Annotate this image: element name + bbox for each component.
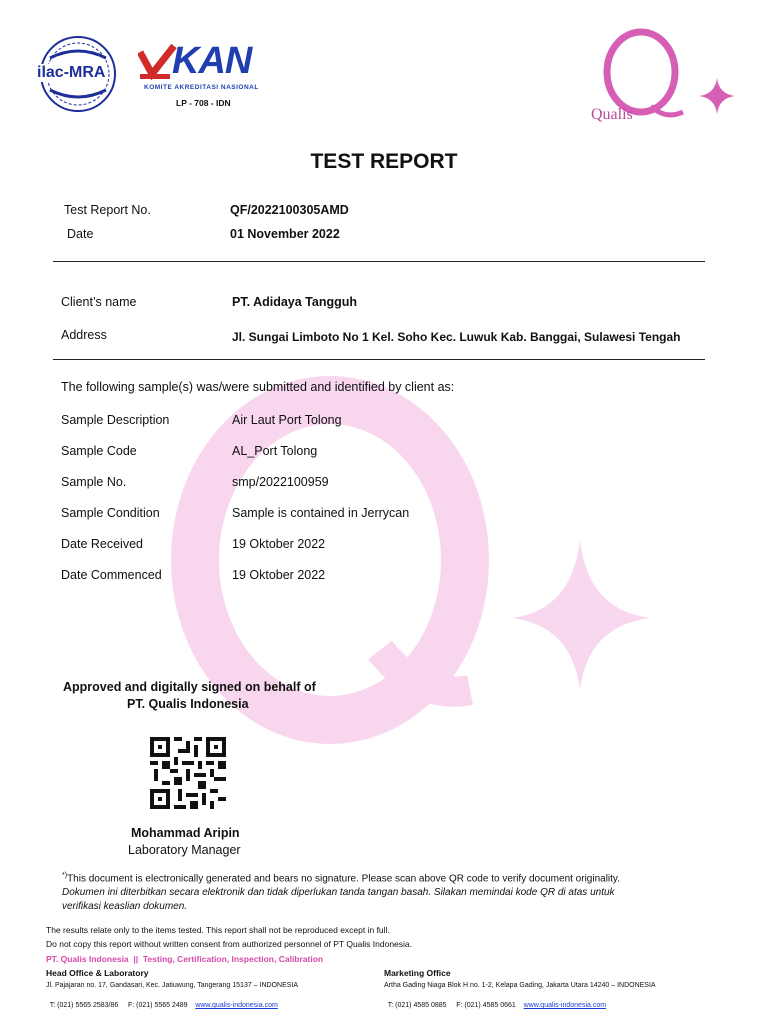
client-address-label: Address <box>61 328 107 342</box>
note-indonesian-2: verifikasi keaslian dokumen. <box>62 901 188 912</box>
marketing-office-website-link[interactable]: www.qualis-indonesia.com <box>523 1002 607 1009</box>
page-title: TEST REPORT <box>310 150 458 173</box>
head-office-title: Head Office & Laboratory <box>46 968 149 978</box>
samples-intro: The following sample(s) was/were submitted and identified by client as: <box>61 380 455 394</box>
marketing-office-address: Artha Gading Niaga Blok H no. 1-2, Kelapa Gading, Jakarta Utara 14240 – INDONESIA <box>384 982 656 989</box>
sample-row-value: Sample is contained in Jerrycan <box>232 506 410 520</box>
sample-row-label: Date Commenced <box>61 568 162 582</box>
head-office-contact <box>46 995 278 1009</box>
marketing-office-phone: T: (021) 4585 0885 F: (021) 4585 0661 <box>387 1002 516 1009</box>
client-name-value: PT. Adidaya Tangguh <box>232 295 358 309</box>
report-date-label: Date <box>67 227 94 241</box>
client-address-value: Jl. Sungai Limboto No 1 Kel. Soho Kec. Luwuk Kab. Banggai, Sulawesi Tengah <box>232 330 681 344</box>
kan-logo <box>138 40 278 110</box>
report-number-label: Test Report No. <box>64 203 151 217</box>
note-marker: *) <box>62 872 68 879</box>
head-office-address: Jl. Pajajaran no. 17, Gandasari, Kec. Jatiuwung, Tangerang 15137 – INDONESIA <box>46 982 299 989</box>
approval-line-2: PT. Qualis Indonesia <box>127 697 249 711</box>
kan-subtitle: KOMITE AKREDITASI NASIONAL <box>144 84 259 91</box>
report-number-value: QF/2022100305AMD <box>230 203 349 217</box>
footer-tagline: PT. Qualis Indonesia || Testing, Certification, Inspection, Calibration <box>46 954 324 964</box>
lp-code: LP - 708 - IDN <box>176 98 231 108</box>
ilac-text: ilac-MRA <box>37 64 106 81</box>
marketing-office-title: Marketing Office <box>384 968 451 978</box>
qualis-brand: Qualis <box>591 106 633 123</box>
sample-row-label: Sample Condition <box>61 506 160 520</box>
sample-row-label: Sample Code <box>61 444 137 458</box>
sample-row-value: AL_Port Tolong <box>232 444 318 458</box>
qualis-logo <box>585 20 745 130</box>
sample-row-label: Sample No. <box>61 475 127 489</box>
head-office-phone: T: (021) 5565 2583/86 F: (021) 5565 2489 <box>49 1002 188 1009</box>
sample-row-value: smp/2022100959 <box>232 475 329 489</box>
signer-title: Laboratory Manager <box>128 843 241 857</box>
kan-text: KAN <box>172 40 252 82</box>
ilac-mra-logo <box>30 34 125 114</box>
footer-disclaimer-1: The results relate only to the items tested. This report shall not be reproduced except in full. <box>46 925 390 935</box>
qr-code[interactable] <box>150 737 226 809</box>
sample-row-label: Date Received <box>61 537 143 551</box>
sample-row-value: Air Laut Port Tolong <box>232 413 342 427</box>
approval-line-1: Approved and digitally signed on behalf of <box>63 680 316 694</box>
marketing-office-contact <box>384 995 606 1009</box>
note-english-line <box>62 872 620 884</box>
sample-row-label: Sample Description <box>61 413 170 427</box>
client-name-label: Client’s name <box>61 295 137 309</box>
note-indonesian-1: Dokumen ini diterbitkan secara elektronik dan tidak diperlukan tanda tangan basah. Silakan memindai kode QR di atas untuk <box>62 887 615 898</box>
divider-top <box>53 261 705 262</box>
signer-name: Mohammad Aripin <box>131 826 240 840</box>
footer-disclaimer-2: Do not copy this report without written consent from authorized personnel of PT Qualis Indonesia. <box>46 939 413 949</box>
note-english: This document is electronically generated and bears no signature. Please scan above QR code to verify document originality. <box>67 873 620 885</box>
head-office-website-link[interactable]: www.qualis-indonesia.com <box>195 1002 278 1009</box>
report-date-value: 01 November 2022 <box>230 227 340 241</box>
sample-row-value: 19 Oktober 2022 <box>232 568 326 582</box>
divider-middle <box>53 359 705 360</box>
sample-row-value: 19 Oktober 2022 <box>232 537 326 551</box>
